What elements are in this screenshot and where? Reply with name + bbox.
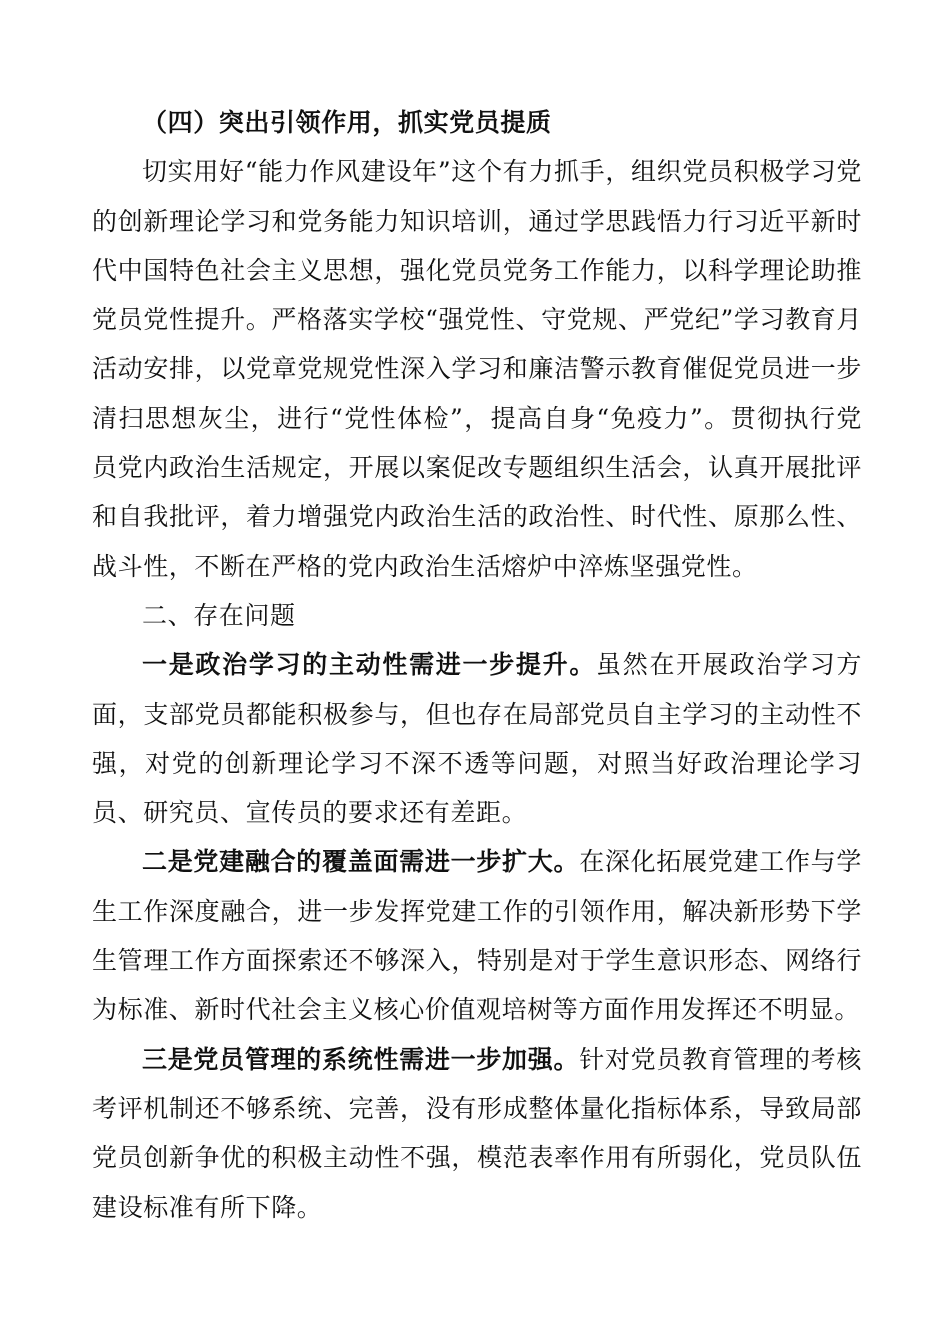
problem-text-1: 虽然在开展政治学习方面，支部党员都能积极参与，但也存在局部党员自主学习的主动性不强，对党的创新理论学习不深不透等问题，对照当好政治理论学习员、研究员、宣传员的要求还有差距。: [92, 650, 862, 828]
problem-lead-1: 一是政治学习的主动性需进一步提升。: [142, 650, 597, 680]
problem-item-3: [92, 1035, 862, 1232]
problem-text-2: 在深化拓展党建工作与学生工作深度融合，进一步发挥党建工作的引领作用，解决新形势下学生管理工作方面探索还不够深入，特别是对于学生意识形态、网络行为标准、新时代社会主义核心价值观培树等方面作用发挥还不明显。: [92, 847, 863, 1025]
problem-item-1: [92, 640, 862, 837]
section-four-body: 切实用好“能力作风建设年”这个有力抓手，组织党员积极学习党的创新理论学习和党务能力知识培训，通过学思践悟力行习近平新时代中国特色社会主义思想，强化党员党务工作能力，以科学理论助推党员党性提升。严格落实学校“强党性、守党规、严党纪”学习教育月活动安排，以党章党规党性深入学习和廉洁警示教育催促党员进一步清扫思想灰尘，进行“党性体检”，提高自身“免疫力”。贯彻执行党员党内政治生活规定，开展以案促改专题组织生活会，认真开展批评和自我批评，着力增强党内政治生活的政治性、时代性、原那么性、战斗性，不断在严格的党内政治生活熔炉中淬炼坚强党性。: [92, 157, 862, 581]
problem-lead-2: 二是党建融合的覆盖面需进一步扩大。: [142, 847, 580, 877]
problem-text-3: 针对党员教育管理的考核考评机制还不够系统、完善，没有形成整体量化指标体系，导致局部党员创新争优的积极主动性不强，模范表率作用有所弱化，党员队伍建设标准有所下降。: [92, 1044, 863, 1222]
problem-item-2: [92, 837, 862, 1034]
document-page: [92, 98, 862, 1232]
problems-heading: 二、存在问题: [142, 600, 296, 630]
problem-lead-3: 三是党员管理的系统性需进一步加强。: [142, 1044, 580, 1074]
section-heading-four: （四）突出引领作用，抓实党员提质: [142, 108, 552, 137]
